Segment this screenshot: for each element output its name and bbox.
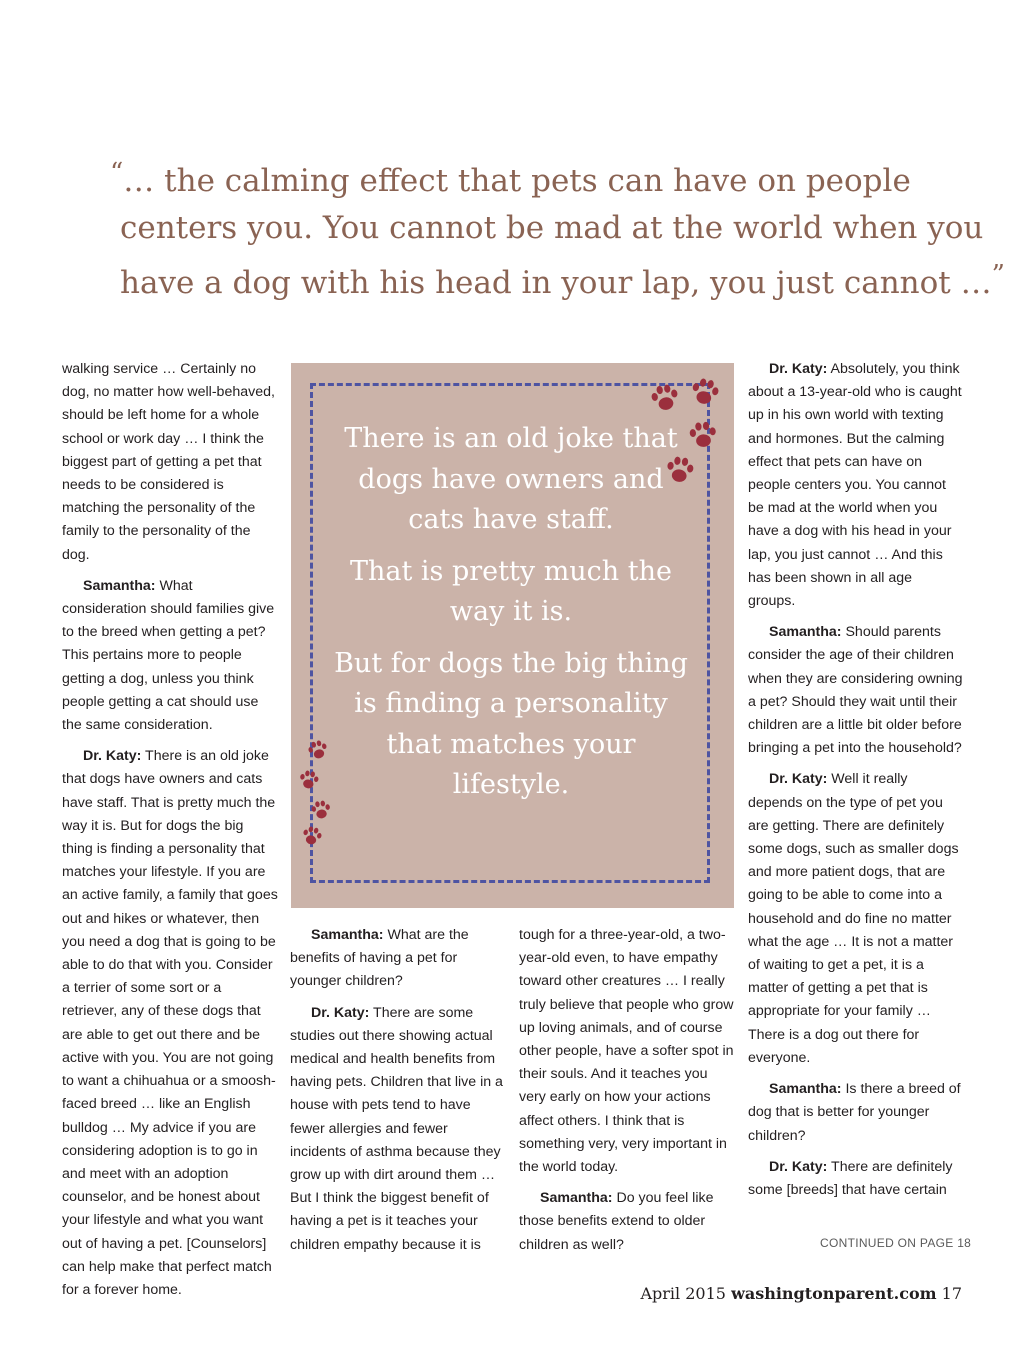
paragraph: Samantha: Should parents consider the age of their children when they are considering owning a pet? Should they wait until their children are a little bit older before bringing a pet into the household? bbox=[748, 624, 963, 757]
paragraph: Dr. Katy: There is an old joke that dogs have owners and cats have staff. That is pretty much the way it is. But for dogs the big thing is finding a personality that matches your lifestyle. If you are an active family, a family that goes out and hikes or whatever, then you need a dog that is going to be able to do that with you. Consider a terrier of some sort or a retriever, any of these dogs that are able to get out there and be active with you. You are not going to want a chihuahua or a smoosh-faced breed … like an English bulldog … My advice if you are considering adoption is to go in and meet with an adoption counselor, and be honest about your lifestyle and what you want out of having a pet. [Counselors] can help make that perfect match for a forever home. bbox=[62, 748, 278, 1298]
paw-print-icon bbox=[685, 417, 722, 454]
paw-print-icon bbox=[685, 372, 725, 412]
column-4 bbox=[748, 358, 963, 1210]
open-quote-mark: “ bbox=[110, 158, 124, 188]
paw-print-icon bbox=[295, 766, 323, 794]
column-2 bbox=[290, 924, 505, 1265]
callout-text bbox=[331, 419, 691, 817]
page-number: 17 bbox=[936, 1284, 962, 1303]
paw-print-icon bbox=[645, 378, 684, 417]
pull-quote-line-2: centers you. You cannot be mad at the world when you bbox=[120, 210, 984, 246]
paragraph: tough for a three-year-old, a two-year-old even, to have empathy toward other creatures … I really truly believe that people who grow up loving animals, and of course other people, have a softer spot in their souls. And it teaches you very early on how your actions affect others. I think that is something very, very important in the world today. bbox=[519, 927, 734, 1176]
speaker-name: Samantha: bbox=[540, 1190, 613, 1207]
paragraph: Samantha: What consideration should families give to the breed when getting a pet? This pertains more to people getting a dog, unless you think people getting a cat should use the same consideration. bbox=[62, 577, 275, 734]
speaker-name: Samantha: bbox=[769, 1081, 842, 1098]
sidebar-callout bbox=[291, 363, 734, 908]
paragraph: Samantha: Is there a breed of dog that is better for younger children? bbox=[748, 1081, 961, 1144]
column-1 bbox=[62, 358, 278, 1310]
paragraph: Dr. Katy: Absolutely, you think about a 13-year-old who is caught up in his own world with texting and hormones. But the calming effect that pets can have on people centers you. You cannot be mad at the world when you have a dog with his head in your lap, you just cannot … And this has been shown in all age groups. bbox=[748, 361, 962, 610]
paw-print-icon bbox=[307, 796, 334, 823]
paragraph: Dr. Katy: There are some studies out there showing actual medical and health benefits from having pets. Children that live in a house with pets tend to have fewer allergies and fewer incidents of asthma because they grow up with dirt around them … But I think the biggest benefit of having a pet is it teaches your children empathy because it is bbox=[290, 1004, 503, 1253]
pull-quote-line-3: have a dog with his head in your lap, you just cannot …” bbox=[120, 260, 1005, 301]
website-name: washingtonparent.com bbox=[731, 1284, 937, 1303]
speaker-name: Dr. Katy: bbox=[769, 771, 828, 788]
speaker-name: Samantha: bbox=[769, 624, 842, 641]
speaker-name: Dr. Katy: bbox=[83, 748, 142, 765]
continued-note: CONTINUED ON PAGE 18 bbox=[820, 1236, 972, 1250]
paragraph: Samantha: Do you feel like those benefits extend to older children as well? bbox=[519, 1190, 714, 1253]
paragraph: walking service … Certainly no dog, no matter how well-behaved, should be left home for a whole school or work day … I think the biggest part of getting a pet that needs to be considered is matching the personality of the family to the personality of the dog. bbox=[62, 361, 275, 563]
speaker-name: Samantha: bbox=[83, 577, 156, 594]
callout-paragraph: That is pretty much the way it is. bbox=[349, 555, 672, 627]
column-3 bbox=[519, 924, 737, 1265]
speaker-name: Samantha: bbox=[311, 927, 384, 943]
paw-print-icon bbox=[661, 451, 699, 489]
speaker-name: Dr. Katy: bbox=[769, 1158, 828, 1175]
page-footer bbox=[640, 1284, 962, 1303]
pull-quote bbox=[110, 150, 1005, 307]
issue-date: April 2015 bbox=[640, 1284, 732, 1303]
close-quote-mark: ” bbox=[991, 260, 1005, 290]
callout-paragraph: But for dogs the big thing is finding a personality that matches your lifestyle. bbox=[334, 647, 688, 800]
paragraph: Dr. Katy: Well it really depends on the type of pet you are getting. There are definitely some dogs, such as smaller dogs and more patient dogs, that are going to be able to come into a household and do fine no matter what the age … It is not a matter of waiting to get a pet, it is a matter of getting a pet that is appropriate for your family … There is a dog out there for everyone. bbox=[748, 771, 959, 1066]
speaker-name: Dr. Katy: bbox=[769, 361, 828, 377]
callout-paragraph: There is an old joke that dogs have owners and cats have staff. bbox=[344, 423, 678, 535]
speaker-name: Dr. Katy: bbox=[311, 1004, 370, 1021]
paragraph: Dr. Katy: There are definitely some [breeds] that have certain bbox=[748, 1158, 953, 1198]
paragraph: Samantha: What are the benefits of having a pet for younger children? bbox=[290, 927, 469, 990]
pull-quote-line-1: “… the calming effect that pets can have on people bbox=[110, 158, 911, 199]
